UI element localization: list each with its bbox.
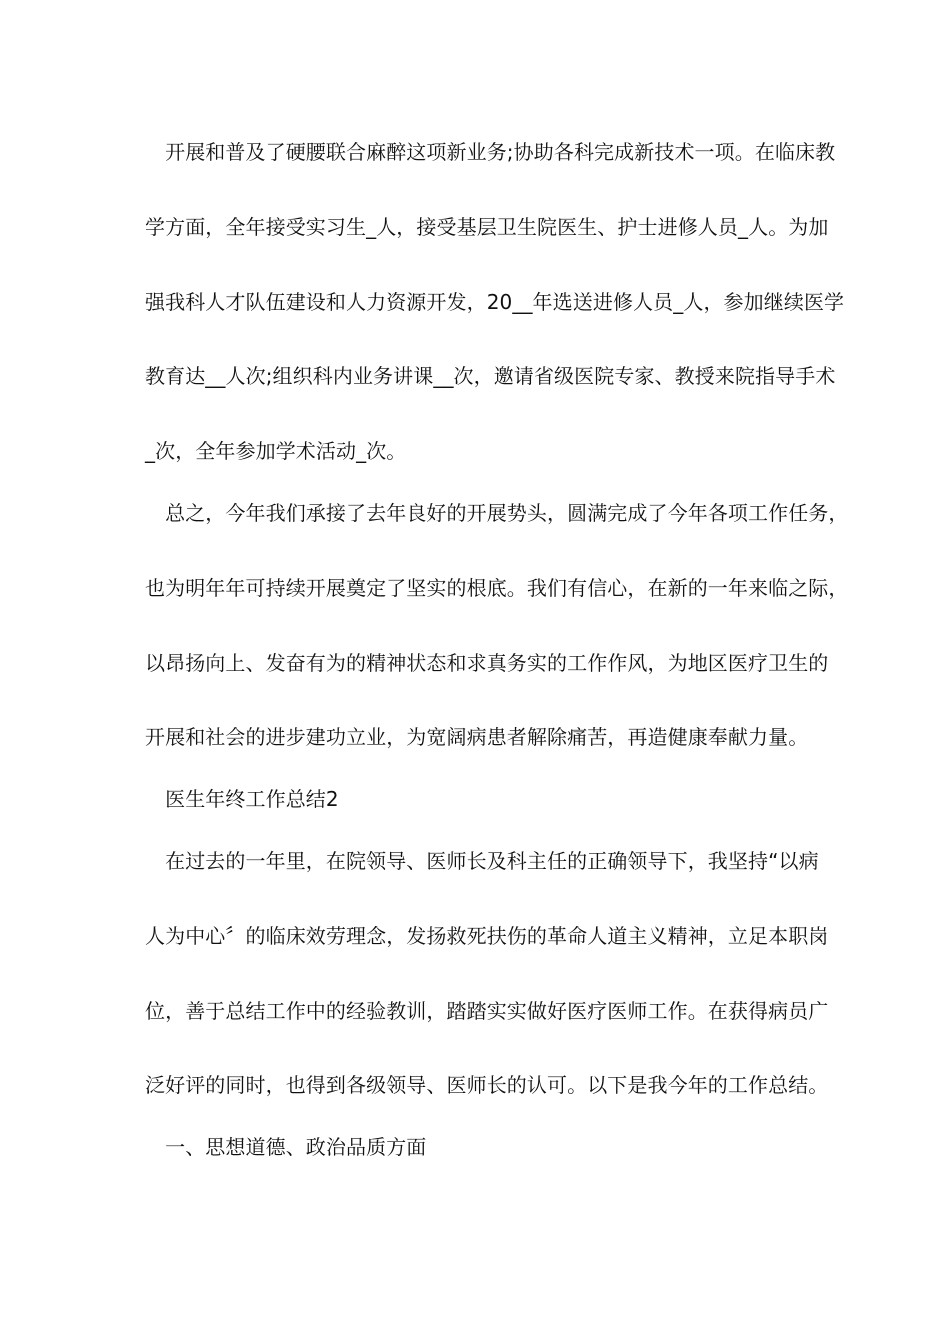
paragraph-line: 开展和社会的进步建功立业，为宽阔病患者解除痛苦，再造健康奉献力量。 bbox=[145, 725, 809, 749]
paragraph-line: 以昂扬向上、发奋有为的精神状态和求真务实的工作作风，为地区医疗卫生的 bbox=[145, 651, 829, 675]
paragraph-line: 总之，今年我们承接了去年良好的开展势头，圆满完成了今年各项工作任务， bbox=[145, 501, 849, 525]
paragraph-line: 开展和普及了硬腰联合麻醉这项新业务;协助各科完成新技术一项。在临床教 bbox=[145, 140, 836, 164]
paragraph-line: 学方面，全年接受实习生_人，接受基层卫生院医生、护士进修人员_人。为加 bbox=[145, 215, 829, 239]
paragraph-line: 也为明年年可持续开展奠定了坚实的根底。我们有信心，在新的一年来临之际， bbox=[145, 576, 849, 600]
paragraph-line: 在过去的一年里，在院领导、医师长及科主任的正确领导下，我坚持“以病 bbox=[145, 849, 819, 873]
paragraph-line: 位，善于总结工作中的经验教训，踏踏实实做好医疗医师工作。在获得病员广 bbox=[145, 999, 829, 1023]
paragraph-line: 泛好评的同时，也得到各级领导、医师长的认可。以下是我今年的工作总结。 bbox=[145, 1073, 829, 1097]
section-heading: 医生年终工作总结2 bbox=[145, 787, 339, 811]
subsection-heading: 一、思想道德、政治品质方面 bbox=[145, 1135, 427, 1159]
paragraph-line: 强我科人才队伍建设和人力资源开发，20__年选送进修人员_人，参加继续医学 bbox=[145, 290, 845, 314]
paragraph-line: 人为中心〞的临床效劳理念，发扬救死扶伤的革命人道主义精神，立足本职岗 bbox=[145, 924, 829, 948]
paragraph-line: _次，全年参加学术活动_次。 bbox=[145, 439, 407, 463]
paragraph-line: 教育达__人次;组织科内业务讲课__次，邀请省级医院专家、教授来院指导手术 bbox=[145, 364, 836, 388]
